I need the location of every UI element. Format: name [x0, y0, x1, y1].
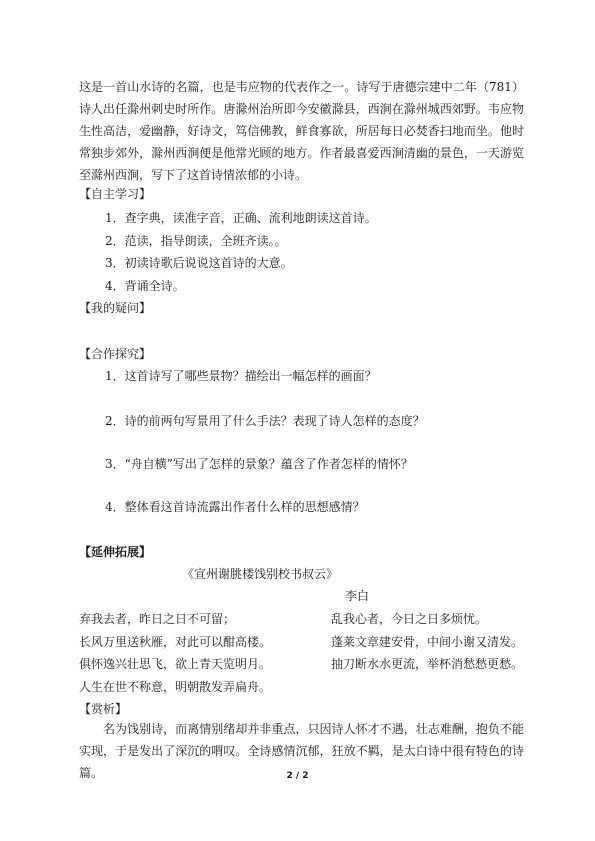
poem-line-left-1: 弃我去者，昨日之日不可留；	[79, 612, 236, 626]
self-study-header: 【自主学习】	[79, 187, 152, 201]
cooperative-header: 【合作探究】	[79, 347, 152, 361]
intro-paragraph: 这是一首山水诗的名篇，也是韦应物的代表作之一。诗写于唐德宗建中二年（781）诗人出任滁州刺史时所作。唐滁州治所即今安徽滁县，西涧在滁州城西郊野。韦应物生性高洁，爱幽静，好诗文，笃信佛教，鲜食寡欲，所居每日必焚香扫地而坐。他时常独步郊外，滁州西涧便是他常光顾的地方。作者最喜爱西涧清幽的景色，一天游览至滁州西涧，写下了这首诗情浓郁的小诗。	[79, 80, 524, 182]
self-study-item-2: 2．范读，指导朗读，全班齐读。。	[105, 234, 287, 248]
appreciation-header: 【赏析】	[79, 702, 128, 716]
poem-line-right-1: 乱我心者，今日之日多烦忧。	[331, 612, 488, 626]
poem-line-right-2: 蓬莱文章建安骨，中间小谢又清发。	[331, 635, 524, 649]
cooperative-item-4: 4．整体看这首诗流露出作者什么样的思想感情？	[105, 500, 365, 514]
cooperative-item-1: 1．这首诗写了哪些景物？描绘出一幅怎样的画面？	[105, 369, 377, 383]
self-study-item-1: 1．查字典，读准字音，正确、流利地朗读这首诗。	[105, 211, 377, 225]
poem-title: 《宣州谢朓楼饯别校书叔云》	[182, 567, 339, 581]
poem-line-right-3: 抽刀断水水更流，举杯消愁愁更愁。	[331, 657, 524, 671]
poem-line-left-2: 长风万里送秋雁，对此可以酣高楼。	[79, 635, 272, 649]
appreciation-text: 名为饯别诗，而离情别绪却并非重点，只因诗人怀才不遇，壮志难酬，抱负不能实现，于是发出了深沉的喟叹。全诗感情沉郁，狂放不羁，是太白诗中很有特色的诗篇。	[79, 722, 524, 780]
page-number: 2 / 2	[286, 771, 309, 781]
cooperative-item-2: 2．诗的前两句写景用了什么手法？表现了诗人怎样的态度？	[105, 414, 425, 428]
self-study-item-3: 3．初读诗歌后说说这首诗的大意。	[105, 256, 293, 270]
poem-line-left-4: 人生在世不称意，明朝散发弄扁舟。	[79, 680, 272, 694]
poem-author: 李白	[345, 589, 370, 603]
my-questions-header: 【我的疑问】	[79, 301, 152, 315]
poem-line-left-3: 俱怀逸兴壮思飞，欲上青天览明月。	[79, 657, 272, 671]
self-study-item-4: 4．背诵全诗。	[105, 279, 185, 293]
extension-header: 【延伸拓展】	[79, 545, 152, 559]
cooperative-item-3: 3．“舟自横”写出了怎样的景象？蕴含了作者怎样的情怀？	[105, 457, 413, 471]
